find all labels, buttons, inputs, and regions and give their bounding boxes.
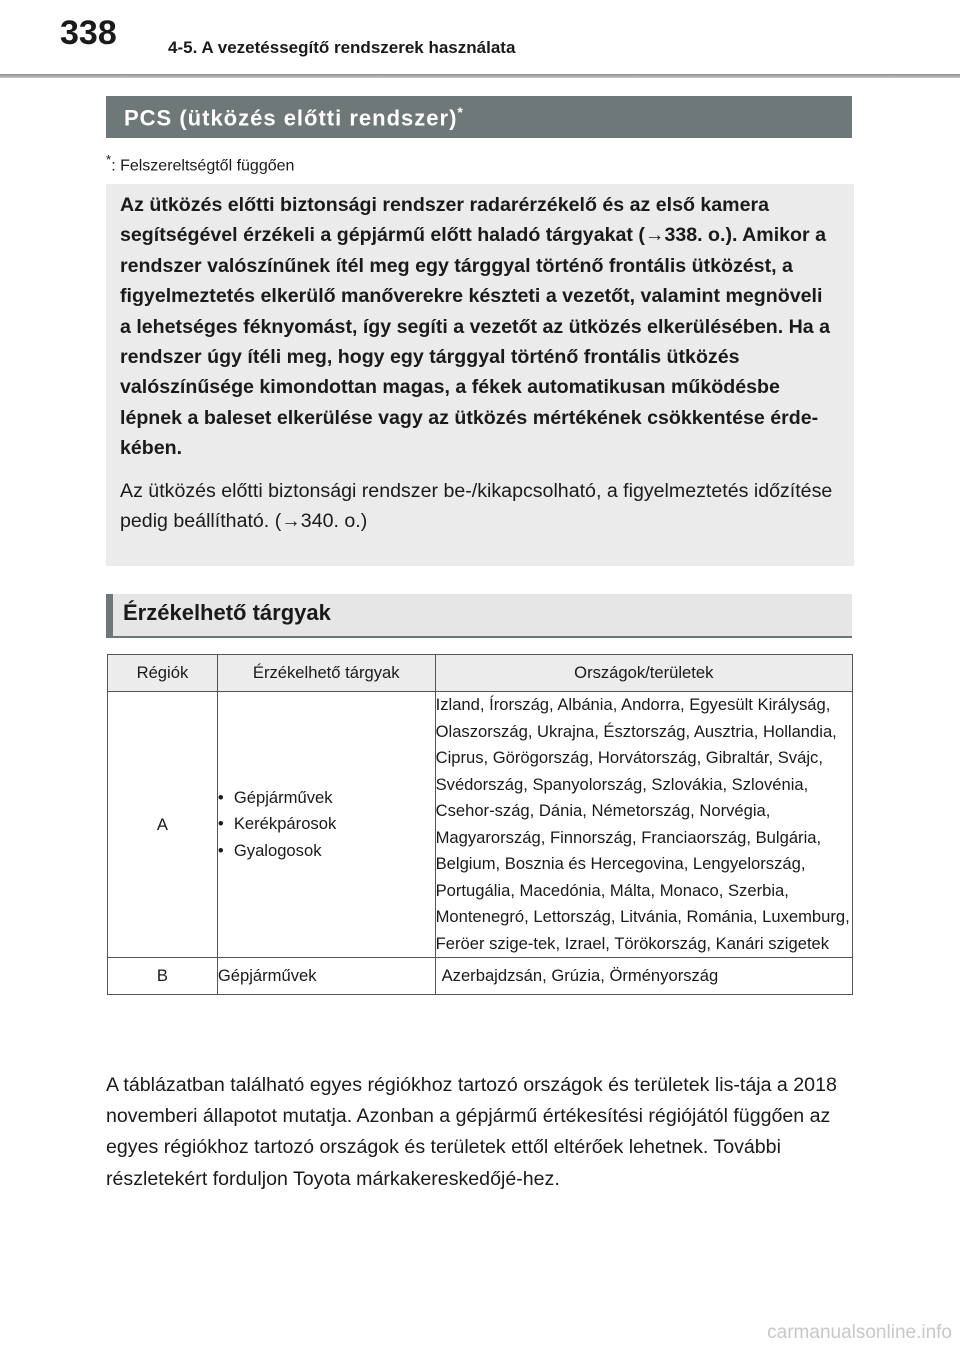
subsection-title-bar (106, 594, 852, 638)
intro-bold-paragraph: Az ütközés előtti biztonsági rendszer radarérzékelő és az első kamera segítségével érzékeli a gépjármű előtt haladó tárgyakat (→338. o.). Amikor a rendszer valószínűnek ítél meg egy tárggyal történő frontális ütközést, a figyelmeztetés elkerülő manőverekre készteti a vezetőt, valamint megnöveli a lehetséges féknyomást, így segíti a vezetőt az ütközés elkerülésében. Ha a rendszer úgy ítéli meg, hogy egy tárggyal történő frontális ütközés valószínűsége kimondottan magas, a fékek automatikusan működésbe lépnek a baleset elkerülése vagy az ütközés mértékének csökkentése érde-kében. (120, 194, 831, 460)
table-header-row (108, 655, 853, 692)
section-title-bar (106, 96, 852, 138)
column-header-countries: Országok/területek (435, 655, 852, 692)
regions-table (107, 654, 853, 995)
chapter-title: 4-5. A vezetéssegítő rendszerek használata (168, 38, 516, 57)
page-header (0, 0, 960, 80)
list-item: • Gyalogosok (218, 838, 435, 865)
table-row (108, 692, 853, 958)
footnote (106, 152, 294, 175)
section-title-mark: * (457, 104, 464, 120)
region-cell: B (108, 958, 218, 995)
page-number: 338 (60, 14, 117, 52)
countries-cell: Izland, Írország, Albánia, Andorra, Egyesült Királyság, Olaszország, Ukrajna, Észtország, Ausztria, Hollandia, Ciprus, Görögország, Horvátország, Gibraltár, Svájc, Svédország, Spanyolország, Szlovákia, Szlovénia, Csehor-szág, Dánia, Németország, Norvégia, Magyarország, Finnország, Franciaország, Bulgária, Belgium, Bosznia és Hercegovina, Lengyelország, Portugália, Macedónia, Málta, Monaco, Szerbia, Montenegró, Lettország, Litvánia, Románia, Luxemburg, Feröer szige-tek, Izrael, Törökország, Kanári szigetek (435, 692, 852, 958)
footnote-mark: * (106, 152, 112, 167)
intro-normal-paragraph: Az ütközés előtti biztonsági rendszer be-/kikapcsolható, a figyelmeztetés időzítése pedig beállítható. (→340. o.) (120, 479, 833, 533)
list-item: • Kerékpárosok (218, 811, 435, 838)
objects-cell (217, 692, 435, 958)
objects-cell: Gépjárművek (217, 958, 435, 995)
list-item: • Gépjárművek (218, 785, 435, 812)
objects-list (218, 785, 435, 865)
subsection-title: Érzékelhető tárgyak (123, 600, 331, 625)
watermark: carmanualsonline.info (767, 1322, 952, 1343)
region-cell: A (108, 692, 218, 958)
countries-cell: Azerbajdzsán, Grúzia, Örményország (435, 958, 852, 995)
column-header-regions: Régiók (108, 655, 218, 692)
footnote-text: : Felszereltségtől függően (111, 157, 295, 175)
header-rule (0, 74, 960, 78)
intro-box (106, 184, 854, 566)
column-header-objects: Érzékelhető tárgyak (217, 655, 435, 692)
closing-paragraph: A táblázatban található egyes régiókhoz tartozó országok és területek lis-tája a 2018 novemberi állapotot mutatja. Azonban a gépjármű értékesítési régiójától függően az egyes régiókhoz tartozó országok és területek ettől eltérőek lehetnek. További részletekért forduljon Toyota márkakereskedőjé-hez. (106, 1074, 837, 1190)
section-title: PCS (ütközés előtti rendszer) (124, 105, 458, 131)
table-row (108, 958, 853, 995)
